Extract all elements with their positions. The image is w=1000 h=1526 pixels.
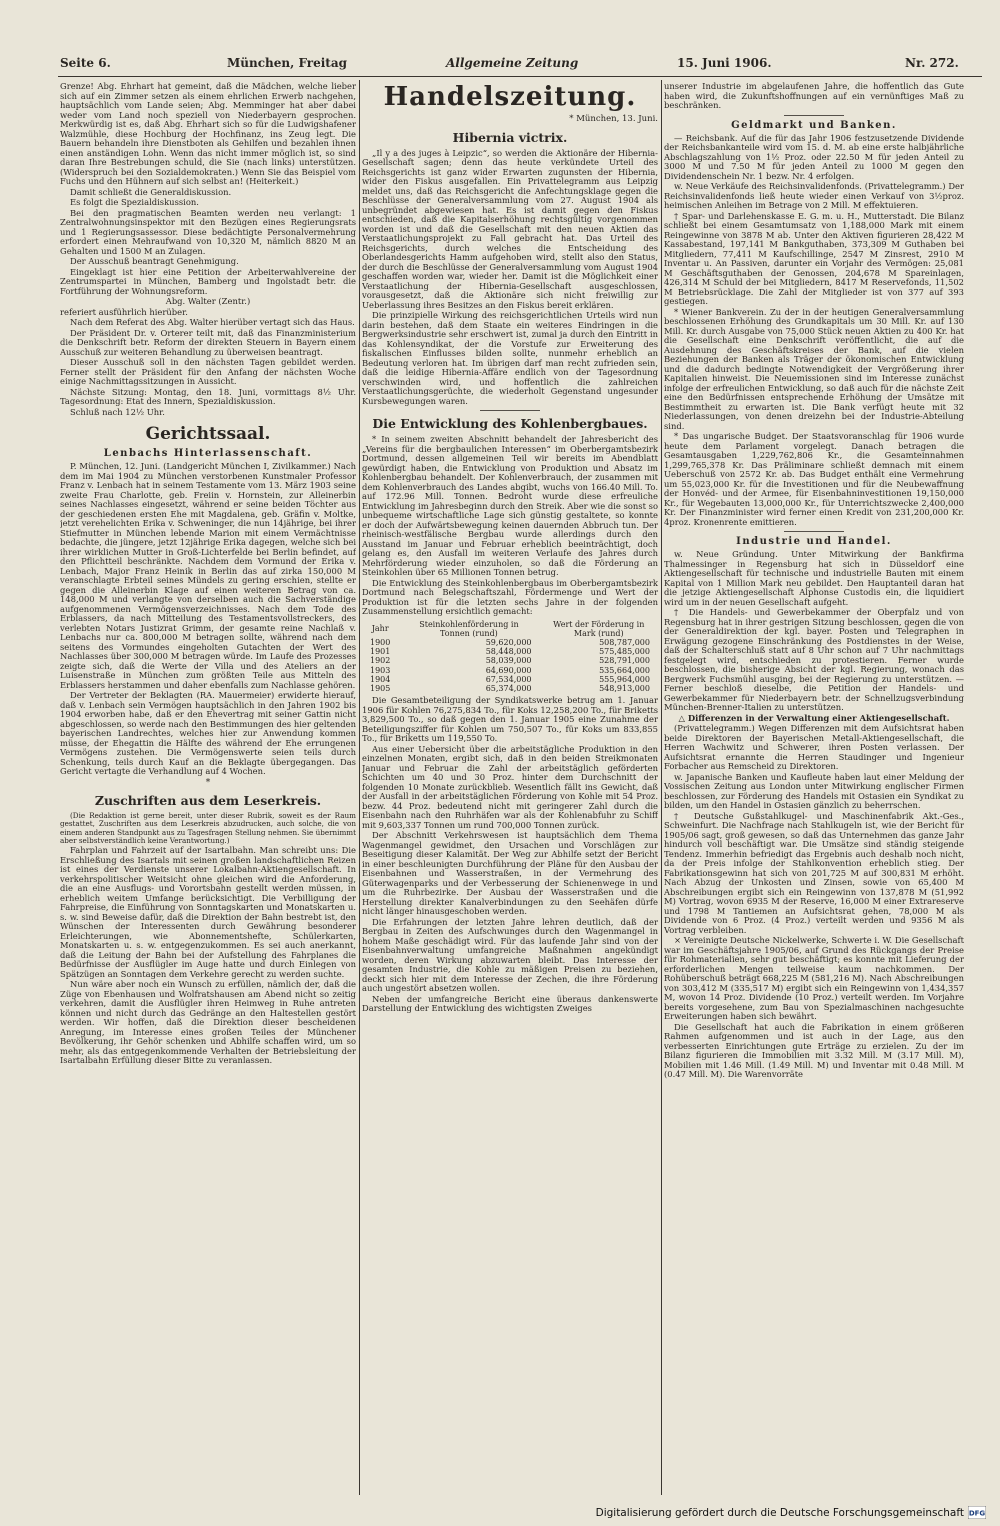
table-cell: 64,690,000 [485,665,532,675]
paragraph: unserer Industrie im abgelaufenen Jahre, die hoffentlich das Gute haben wird, die Zukunftshoffnungen auf ein vernünftiges Maß zu beschränken. [664,82,964,110]
table-cell: 548,913,000 [599,683,650,693]
column-rule-2 [661,80,662,1495]
dfg-logo-text: DFG [968,1509,986,1518]
table-cell: 555,964,000 [599,674,650,684]
article-title-coal: Die Entwicklung des Kohlenbergbaues. [372,416,648,431]
table-row [362,666,658,675]
table-cell: 1902 [370,656,391,666]
table-cell: 575,485,000 [599,647,650,657]
paragraph: Der Vertreter der Beklagten (RA. Mauermeier) erwiderte hierauf, daß v. Lenbach sein Vermögen hauptsächlich in den Jahren 1902 bis 1904 erworben habe, daß er den Ehevertrag mit seiner Gattin nicht abgeschlossen, so werde nach den Bestimmungen des hier geltenden bayerischen Landrechtes, welches hier zur Anwendung kommen müsse, der Ehegattin die Hälfte des während der Ehe errungenen Vermögens zustehen. Die Vermögenswerte seien teils durch Schenkung, teils durch Kauf an die Beklagte übergegangen. Das Gericht vertagte die Verhandlung auf 4 Wochen. [60,690,356,776]
funding-text: Digitalisierung gefördert durch die Deutsche Forschungsgemeinschaft [595,1507,964,1519]
table-cell: 65,374,000 [485,683,532,693]
speaker-line: Abg. Walter (Zentr.) [165,296,251,306]
paragraph: w. Japanische Banken und Kaufleute haben laut einer Meldung der Vossischen Zeitung aus London unter Mitwirkung englischer Firmen beschlossen, zur Förderung des Handels mit Ostasien ein Syndikat zu bilden, um den Handel in Ostasien gänzlich zu beherrschen. [664,771,964,810]
table-header: Jahr [371,624,389,634]
dateline: * München, 13. Juni. [569,114,658,124]
article-subtitle: △ Differenzen in der Verwaltung einer Aktiengesellschaft. [678,712,950,723]
paragraph: Neben der umfangreiche Bericht eine überaus dankenswerte Darstellung der Entwicklung des wichtigsten Zweiges [362,993,658,1014]
header-rule [58,76,982,77]
paragraph: * In seinem zweiten Abschnitt behandelt der Jahresbericht des „Vereins für die bergbaulichen Interessen“ im Oberbergamtsbezirk Dortmund, dessen allgemeinen Teil wir bereits im Abendblatt gewürdigt haben, die Entwicklung von Produktion und Absatz im Kohlenbergbau behandelt. Der Kohlenverbrauch, der zusammen mit dem Kohlenverbrauch des Landes abgibt, wuchs von 166.40 Mill. To. auf 172.96 Mill. Tonnen. Bedroht wurde diese erfreuliche Entwicklung im Jahresbeginn durch den Streik. Aber wie die sonst so unbequeme wirtschaftliche Lage sich günstig gestaltete, so konnte er doch der Aufwärtsbewegung keinen dauernden Abbruch tun. Der rheinisch-westfälische Bergbau wurde allerdings durch den Ausstand im Januar und Februar erheblich beeinträchtigt, doch gelang es, den Ausfall im weiteren Verlaufe des Jahres durch Mehrförderung wieder einzuholen, so daß die Förderung an Steinkohlen über 65 Millionen Tonnen betrug. [362,434,658,577]
place-day: München, Freitag [227,56,348,70]
paper-name: Allgemeine Zeitung [446,56,579,70]
table-cell: 508,787,000 [599,637,650,647]
divider [784,115,844,116]
paragraph: † Deutsche Gußstahlkugel- und Maschinenfabrik Akt.-Ges., Schweinfurt. Die Nachfrage nach Stahlkugeln ist, wie der Bericht für 1905/06 sagt, groß gewesen, so daß das Unternehmen das ganze Jahr hindurch voll beschäftigt war. Die Umsätze sind ständig steigende Tendenz. Immerhin befriedigt das Ergebnis auch deshalb noch nicht, da der Preis infolge der Stahlkonvention erheblich stieg. Der Fabrikationsgewinn hat sich von 201,725 M auf 300,831 M erhöht. Nach Abzug der Unkosten und Zinsen, sowie von 65,400 M Abschreibungen ergibt sich ein Reingewinn von 137,878 M (51,992 M) Vortrag, wovon 6935 M der Reserve, 16,000 M einer Extrareserve und 1798 M Tantiemen an Aufsichtsrat gehen, 78,000 M als Dividende von 6 Proz. (4 Proz.) verteilt werden und 9356 M als Vortrag verbleiben. [664,810,964,935]
paragraph: Nun wäre aber noch ein Wunsch zu erfüllen, nämlich der, daß die Züge von Ebenhausen und Wolfratshausen am Abend nicht so zeitig verkehren, damit die Ausflügler ihren Heimweg in Ruhe antreten können und nicht durch das Gedränge an den Haltestellen gestört werden. Wir hoffen, daß die Direktion dieser bescheidenen Anregung, im Interesse eines großen Teiles der Münchener Bevölkerung, ihr Gehör schenken und Abhilfe schaffen wird, um so mehr, als das entgegenkommende Verhalten der Betriebsleitung der Isartalbahn Erfüllung dieser Bitte zu veranlassen. [60,979,356,1066]
column-left [60,82,356,1497]
paragraph: Fahrplan und Fahrzeit auf der Isartalbahn. Man schreibt uns: Die Erschließung des Isartals mit seinen großen landschaftlichen Reizen ist eines der Verdienste unserer Lokalbahn-Aktiengesellschaft. In verkehrspolitischer Weitsicht ohne gleichen wird die Anforderung, die an eine Ausflugs- und Vorortsbahn gestellt werden müssen, in erheblich weitem Umfange berücksichtigt. Die Verbilligung der Fahrpreise, die Einführung von Sonntagskarten und Monatskarten u. s. w. sind Beweise dafür, daß die Direktion der Bahn bestrebt ist, den Wünschen der Interessenten durch Gewährung besonderer Erleichterungen, wie Abonnementshefte, Schülerkarten, Monatskarten u. s. w. entgegenzukommen. Es sei auch anerkannt, daß die Leitung der Bahn bei der Aufstellung des Fahrplanes die Bedürfnisse der Ausflügler im Auge hatte und durch Einlegen von Spätzügen an Sonntagen dem Verkehre gerecht zu werden suchte. [60,845,356,979]
table-row [362,656,658,665]
star-divider: * [205,777,211,788]
paragraph: Die Erfahrungen der letzten Jahre lehren deutlich, daß der Bergbau in Zeiten des Aufschwunges durch den Wagenmangel in hohem Maße geschädigt wird. Für das laufende Jahr sind von der Eisenbahnverwaltung umfangreiche Maßnahmen angekündigt worden, deren Wirkung abzuwarten bleibt. Das Interesse der gesamten Industrie, die Kohle zu mäßigen Preisen zu beziehen, deckt sich hier mit dem Interesse der Zechen, die ihre Förderung auch ungestört absetzen wollen. [362,916,658,994]
paragraph: Nächste Sitzung: Montag, den 18. Juni, vormittags 8½ Uhr. Tagesordnung: Etat des Innern, Spezialdiskussion. [60,386,356,406]
editor-note: (Die Redaktion ist gerne bereit, unter dieser Rubrik, soweit es der Raum gestattet, Zuschriften aus dem Leserkreis abzudrucken, auch solche, die von einem anderen Standpunkt aus zu Tagesfragen Stellung nehmen. Sie übernimmt aber selbstverständlich keine Verantwortung.) [60,811,356,845]
dfg-logo-icon [968,1506,986,1519]
paragraph: Die Gesamtbeteiligung der Syndikatswerke betrug am 1. Januar 1906 für Kohlen 76,275,834 To., für Koks 12,258,200 To., für Briketts 3,829,500 To., so daß gegen den 1. Januar 1905 eine Zunahme der Beteiligungsziffer für Kohlen um 750,507 To., für Koks um 833,855 To., für Briketts um 119,550 To. [362,695,658,744]
table-cell: 59,620,000 [485,637,532,647]
paragraph: Der Präsident Dr. v. Orterer teilt mit, daß das Finanzministerium die Denkschrift betr. Reform der direkten Steuern in Bayern einem Ausschuß zur weiteren Behandlung zu überweisen beantragt. [60,327,356,357]
page-number: Seite 6. [60,56,111,70]
paragraph: w. Neue Gründung. Unter Mitwirkung der Bankfirma Thalmessinger in Regensburg hat sich in Düsseldorf eine Aktiengesellschaft für technische und industrielle Bauten mit einem Kapital von 1 Million Mark neu gebildet. Den Hauptanteil daran hat die jetzige Aktiengesellschaft Alphonse Custodis ein, die liquidiert wird um in der neuen Gesellschaft aufgeht. [664,549,964,607]
paragraph: Damit schließt die Generaldiskussion. [70,186,232,197]
paragraph: † Spar- und Darlehenskasse E. G. m. u. H., Mutterstadt. Die Bilanz schließt bei einem Gesamtumsatz von 1,188,000 Mark mit einem Reingewinne von 3878 M ab. Unter den Aktiven figurieren 28,422 M Kassabestand, 197,141 M Bankguthaben, 373,309 M Guthaben bei Mitgliedern, 77,411 M Kaufschillinge, 2547 M Zinsrest, 2910 M Inventar u. An Passiven, darunter ein Vorjahr des Vermögen: 25,081 M Geschäftsguthaben der Genossen, 204,678 M Spareinlagen, 426,314 M Schuld der bei Mitgliedern, 8417 M Reservefonds, 11,502 M Betriebsrücklage. Die Zahl der Mitglieder ist von 377 auf 393 gestiegen. [664,210,964,306]
paragraph: P. München, 12. Juni. (Landgericht München I, Zivilkammer.) Nach dem im Mai 1904 zu München verstorbenen Kunstmaler Professor Franz v. Lenbach hat in seinem Testamente vom 13. März 1903 seine zweite Frau Charlotte, geb. Freiin v. Hornstein, zur Alleinerbin seines Nachlasses eingesetzt, während er seine beiden Töchter aus der geschiedenen ersten Ehe mit Magdalena, geb. Gräfin v. Moltke, jetzt verehelichten Erika v. Schweninger, die nun 14jährige, bei ihrer Stiefmutter in München lebende Marion mit einem Vermächtnisse bedachte, die jüngere, jetzt 12jährige Erika dagegen, welche sich bei ihrer wirklichen Mutter in Groß-Lichterfelde bei Berlin befindet, auf den Pflichtteil beschränkte. Nachdem dem Vormund der Erika v. Lenbach, Major Franz Heinik in Berlin das auf zirka 150,000 M veranschlagte Erbteil seines Mündels zu gering erschien, stellte er gegen die Alleinerbin Klage auf einen weiteren Betrag von ca. 148,000 M und verlangte von derselben auch die Sachverständige aufgenommenen Vermögensverzeichnisses. Nach dem Tode des Erblassers, da nach Mitteilung des Testamentsvollstreckers, des verlebten Notars Justizrat Grimm, der gesamte reine Nachlaß v. Lenbachs nur ca. 800,000 M betragen sollte, während nach dem seitens des Vormundes eingeholten Gutachten der Wert des Nachlasses über 300,000 M betragen würde. Im Laufe des Prozesses zeigte sich, daß die Werte der Villa und des Ateliers an der Luisenstraße in München zum größten Teile aus Mitteln des Erblassers herstammen und daher ebenfalls zum Nachlasse gehören. [60,461,356,690]
paragraph: Die prinzipielle Wirkung des reichsgerichtlichen Urteils wird nun darin bestehen, daß dem Staate ein weiteres Eindringen in die Bergwerksindustrie sehr erschwert ist, zumal ja durch den Eintritt in das Kohlensyndikat, der die Vorstufe zur Erweiterung des fiskalischen Einflusses bilden sollte, nunmehr erheblich an Bedeutung verloren hat. Im übrigen darf man recht zufrieden sein, daß die leidige Hibernia-Affäre endlich von der Tagesordnung verschwinden wird, und hoffentlich die zahlreichen Verstaatlichungsgerüchte, die wiederholt Gegenstand ungesunder Kursbewegungen waren. [362,310,658,406]
section-title-letters: Zuschriften aus dem Leserkreis. [94,793,322,808]
table-row [362,684,658,693]
table-cell: 1905 [370,683,391,693]
table-cell: 1900 [370,637,391,647]
paragraph: × Vereinigte Deutsche Nickelwerke, Schwerte i. W. Die Gesellschaft war im Geschäftsjahre 1905/06, auf Grund des Rückgangs der Preise für Rohmaterialien, sehr gut beschäftigt; es konnte mit Lieferung der erforderlichen Mengen teilweise kaum nachkommen. Der Rohüberschuß beträgt 668,225 M (581,216 M). Nach Abschreibungen von 303,412 M (335,517 M) ergibt sich ein Reingewinn von 1,434,357 M, wovon 14 Proz. Dividende (10 Proz.) verteilt werden. Im Vorjahre bereits vorgesehene, zum Bau von Spezialmaschinen nachgesuchte Erweiterungen haben sich bewährt. [664,935,964,1021]
article-title-hibernia: Hibernia victrix. [452,129,568,145]
page-header [60,56,982,72]
paragraph: w. Neue Verkäufe des Reichsinvalidenfonds. (Privattelegramm.) Der Reichsinvalidenfonds ließ heute wieder einen Verkauf von 3½proz. heimischen Anleihen im Betrage von 2 Mill. M effektuieren. [664,181,964,210]
table-header: Steinkohlenförderung in Tonnen (rund) [419,619,519,638]
paragraph: — Reichsbank. Auf die für das Jahr 1906 festzusetzende Dividende der Reichsbankanteile wird vom 15. d. M. ab eine erste halbjährliche Abschlagszahlung von 1½ Proz. oder 22.50 M für jeden Anteil zu 3000 M und 7.50 M für jeden Anteil zu 1000 M gegen den Dividendenschein Nr. 1 bezw. Nr. 4 erfolgen. [664,132,964,181]
column-right [664,82,964,1497]
paragraph: „Il y a des juges à Leipzic“, so werden die Aktionäre der Hibernia-Gesellschaft sagen; denn das heute verkündete Urteil des Reichsgerichts ist ganz wider Erwarten zugunsten der Hibernia, wider den Fiskus ausgefallen. Ein Privattelegramm aus Leipzig meldet uns, daß das Reichsgericht die Anfechtungsklage gegen die Beschlüsse der Generalversammlung vom 27. August 1904 als unbegründet abgewiesen hat. Es ist damit gegen den Fiskus entschieden, daß die Kapitalserhöhung rechtsgültig vorgenommen worden ist und daß die Gesellschaft mit den neuen Aktien das Verstaatlichungsprojekt zu Fall gebracht hat. Das Urteil des Reichsgerichts, durch welches die Entscheidung des Oberlandesgerichts Hamm aufgehoben wird, stellt also den Status, der durch die Beschlüsse der Generalversammlung vom August 1904 geschaffen worden war, wieder her. Damit ist die Möglichkeit einer Verstaatlichung der Hibernia-Gesellschaft ausgeschlossen, vorausgesetzt, daß die Aktionäre sich nicht freiwillig zur Ueberlassung ihres Besitzes an den Fiskus bereit erklären. [362,147,658,310]
paragraph: Es folgt die Spezialdiskussion. [70,197,199,207]
paragraph: Grenze! Abg. Ehrhart hat gemeint, daß die Mädchen, welche lieber sich auf ein Zimmer setzen als einem ehrlichen Erwerb nachgehen, hauptsächlich vom Lande seien; Abg. Memminger hat aber dabei weder vom Land noch speziell von Niederbayern gesprochen. Merkwürdig ist es, daß Abg. Ehrhart sich so für die Ludwigshafener Walzmühle, diese Hochburg der Hochfinanz, ins Zeug legt. Die Bauern behandeln ihre Dienstboten als Gehilfen und bezahlen ihnen einen anständigen Lohn. Wenn das nicht immer möglich ist, so sind daran Ihre Bestrebungen schuld, die Sie (nach links) unterstützen. (Widerspruch bei den Sozialdemokraten.) Wenn Sie das Beispiel vom Fuchs und den Hühnern auf sich selbst an! (Heiterkeit.) [60,82,356,186]
paragraph: Dieser Ausschuß soll in den nächsten Tagen gebildet werden. Ferner stellt der Präsident für den Anfang der nächsten Woche einige Nachmittagssitzungen in Aussicht. [60,357,356,386]
paragraph: Bei den pragmatischen Beamten werden neu verlangt: 1 Zentralwohnungsinspektor mit den Bezügen eines Regierungsrats und 1 Regierungsassessor. Diese bedächtigte Personalvermehrung erfordert einen Mehraufwand von 10,320 M, nämlich 8820 M an Gehalten und 1500 M an Zulagen. [60,207,356,256]
paragraph: Der Abschnitt Verkehrswesen ist hauptsächlich dem Thema Wagenmangel gewidmet, den Ursachen und Vorschlägen zur Beseitigung dieser Kalamität. Der Weg zur Abhilfe setzt der Bericht in einer beschleunigten Durchführung der Pläne für den Ausbau der Eisenbahnen und Wasserstraßen, in der Vermehrung des Güterwagenparks und der Verbesserung der Schienenwege in und um die Ruhrbezirke. Der Ausbau der Wasserstraßen und die Herstellung direkter Kanalverbindungen zu den Seehäfen dürfe nicht länger hinausgeschoben werden. [362,830,658,917]
table-cell: 535,664,000 [599,665,650,675]
paragraph: Die Entwicklung des Steinkohlenbergbaus im Oberbergamtsbezirk Dortmund nach Belegschaftszahl, Fördermenge und Wert der Produktion ist für die letzten sechs Jahre in der folgenden Zusammenstellung ersichtlich gemacht: [362,577,658,616]
table-cell: 58,448,000 [485,647,532,657]
table-cell: 1903 [370,665,391,675]
table-cell: 58,039,000 [485,656,532,666]
table-row [362,675,658,684]
table-header: Wert der Förderung in Mark (rund) [553,619,645,638]
divider [784,531,844,532]
divider [480,410,540,411]
issue-number: Nr. 272. [905,56,959,70]
section-title-commerce: Handelszeitung. [383,82,637,112]
paragraph: referiert ausführlich hierüber. [60,306,188,317]
section-title-money: Geldmarkt und Banken. [731,119,897,131]
paragraph: Aus einer Uebersicht über die arbeitstägliche Produktion in den einzelnen Monaten, ergibt sich, daß in den beiden Streikmonaten Januar und Februar die Zahl der arbeitstäglich geförderten Schichten um 40 und 30 Proz. hinter dem Durchschnitt der folgenden 10 Monate zurückblieb. Wesentlich fällt ins Gewicht, daß der Ausfall in der arbeitstäglichen Förderung von Kohle mit 54 Proz. bezw. 44 Proz. bedeutend nicht mit geringerer Zahl durch die Eisenbahn nach den Ruhrhäfen war als der Kohlenabfuhr zu Schiff mit 9,603,337 Tonnen um rund 700,000 Tonnen zurück. [362,743,658,830]
table-cell: 528,791,000 [599,656,650,666]
section-title-court: Gerichtssaal. [145,424,271,444]
table-cell: 1901 [370,647,391,657]
paragraph: Eingeklagt ist hier eine Petition der Arbeiterwahlvereine der Zentrumspartei in München, Bamberg und Ingolstadt betr. die Fortführung der Wohnungsreform. [60,266,356,296]
article-subtitle: Lenbachs Hinterlassenschaft. [103,448,313,459]
paragraph: Nach dem Referat des Abg. Walter hierüber vertagt sich das Haus. [70,317,355,327]
table-cell: 1904 [370,674,391,684]
table-cell: 67,534,000 [485,674,532,684]
paragraph: † Die Handels- und Gewerbekammer der Oberpfalz und von Regensburg hat in ihrer gestrigen Sitzung beschlossen, gegen die von der Generaldirektion der kgl. bayer. Posten und Telegraphen in Erwägung gezogene Einschränkung des Postdienstes in der Weise, daß der Schalterschluß statt auf 8 Uhr schon auf 7 Uhr nachmittags festgelegt wird, entschieden zu protestieren. Ferner wurde beschlossen, die bisherige Absicht der kgl. Regierung, wonach das Bergwerk Fuchsmühl ausging, bei der Regierung zu unterstützen. — Ferner beschloß dieselbe, die Petition der Handels- und Gewerbekammer für Niederbayern betr. der Schnellzugsverbindung München-Brenner-Italien zu unterstützen. [664,607,964,712]
paragraph: * Wiener Bankverein. Zu der in der heutigen Generalversammlung beschlossenen Erhöhung des Grundkapitals um 30 Mill. Kr. auf 130 Mill. Kr. durch Ausgabe von 75,000 Stück neuen Aktien zu 400 Kr. hat die Gesellschaft eine Denkschrift veröffentlicht, die auf die Ausdehnung des Geschäftskreises der Bank, auf die vielen Beziehungen der Banken als Träger der ökonomischen Entwicklung und die dadurch bedingte Notwendigkeit der Vergrößerung ihrer Kapitalien hinweist. Die Neuemissionen sind im Interesse zunächst infolge der erfreulichen Entwicklung, so daß auch für die nächste Zeit eine den Bedürfnissen entsprechende Erhöhung der Umsätze mit Bestimmtheit zu erwarten ist. Die Bank verfügt heute mit 32 Niederlassungen, von denen dreizehn bei der Industrie-Abteilung sind. [664,306,964,431]
column-rule-1 [359,80,360,1495]
paragraph: Die Gesellschaft hat auch die Fabrikation in einem größeren Rahmen aufgenommen und ist auch in der Lage, aus den verbesserten Einrichtungen gute Erträge zu erzielen. Zu der im Bilanz figurieren die Immobilien mit 3.32 Mill. M (3.17 Mill. M), Mobilien mit 1.46 Mill. (1.49 Mill. M) und Inventar mit 0.48 Mill. M (0.47 Mill. M). Die Warenvorräte [664,1021,964,1079]
paragraph: (Privattelegramm.) Wegen Differenzen mit dem Aufsichtsrat haben beide Direktoren der Bayerischen Metall-Aktiengesellschaft, die Herren Wachwitz und Schwerer, ihren Posten verlassen. Der Aufsichtsrat ernannte die Herren Staudinger und Ingenieur Forbacher aus Remscheid zu Direktoren. [664,723,964,771]
paragraph: Der Ausschuß beantragt Genehmigung. [70,256,239,266]
coal-table [362,620,658,694]
issue-date: 15. Juni 1906. [677,56,772,70]
table-row [362,647,658,656]
section-title-industry: Industrie und Handel. [736,536,892,547]
funding-notice [596,1507,964,1519]
column-middle [362,82,658,1497]
paragraph: Schluß nach 12½ Uhr. [70,406,165,417]
paragraph: * Das ungarische Budget. Der Staatsvoranschlag für 1906 wurde heute dem Parlament vorgelegt. Danach betragen die Gesamtausgaben 1,229,762,806 Kr., die Gesamteinnahmen 1,299,765,378 Kr. Das Präliminare schließt demnach mit einem Ueberschuß von 2572 Kr. ab. Das Budget enthält eine Vermehrung um 55,023,000 Kr. für die Investitionen und für die Neubewaffnung der Honvéd- und der Armee, für Eisenbahninvestitionen 19,150,000 Kr., für Wegebauten 13,000,000 Kr., für Unterrichtszwecke 2,400,000 Kr. Der Finanzminister wird ferner einen Kredit von 231,200,000 Kr. 4proz. Kronenrente emittieren. [664,431,964,527]
table-row [362,638,658,647]
